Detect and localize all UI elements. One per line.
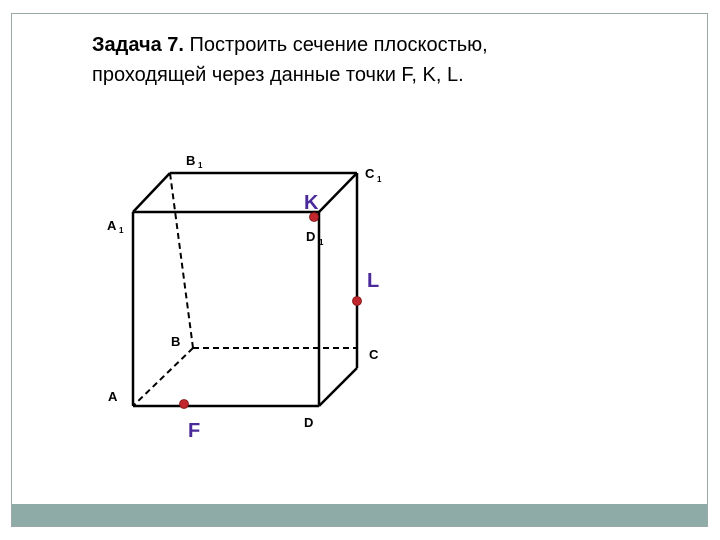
vertex-label-B	[171, 334, 180, 349]
point-label-F: F	[188, 420, 201, 442]
vertex-label-D1	[306, 229, 324, 247]
task-number: Задача 7.	[92, 34, 184, 56]
point-L	[353, 297, 362, 306]
svg-text:1: 1	[319, 238, 324, 247]
point-label-L: L	[367, 270, 380, 292]
vertex-label-D	[304, 415, 313, 430]
svg-text:B: B	[186, 153, 196, 168]
svg-text:A: A	[108, 389, 118, 404]
task-text-line2: проходящей через данные точки F, K, L.	[92, 64, 464, 86]
svg-text:A: A	[107, 218, 117, 233]
task-text-line1: Построить сечение плоскостью,	[183, 34, 488, 56]
svg-text:1: 1	[198, 161, 203, 170]
edge-A1-B1	[133, 173, 170, 212]
point-F	[180, 400, 189, 409]
edge-C1-D1	[319, 173, 357, 212]
svg-text:1: 1	[119, 226, 124, 235]
vertex-label-B1	[186, 153, 203, 170]
svg-text:C: C	[369, 347, 379, 362]
point-label-K: K	[304, 192, 319, 214]
vertex-label-C1	[365, 166, 382, 184]
svg-text:C: C	[365, 166, 375, 181]
edge-A-B	[133, 348, 193, 406]
svg-text:1: 1	[377, 175, 382, 184]
svg-text:D: D	[306, 229, 316, 244]
edge-C-D	[319, 368, 357, 406]
svg-text:D: D	[304, 415, 314, 430]
svg-text:B: B	[171, 334, 181, 349]
vertex-label-A	[108, 389, 118, 404]
edge-B-B1	[170, 173, 193, 348]
vertex-label-C	[369, 347, 379, 362]
visible-edges	[133, 173, 357, 406]
vertex-label-A1	[107, 218, 124, 235]
